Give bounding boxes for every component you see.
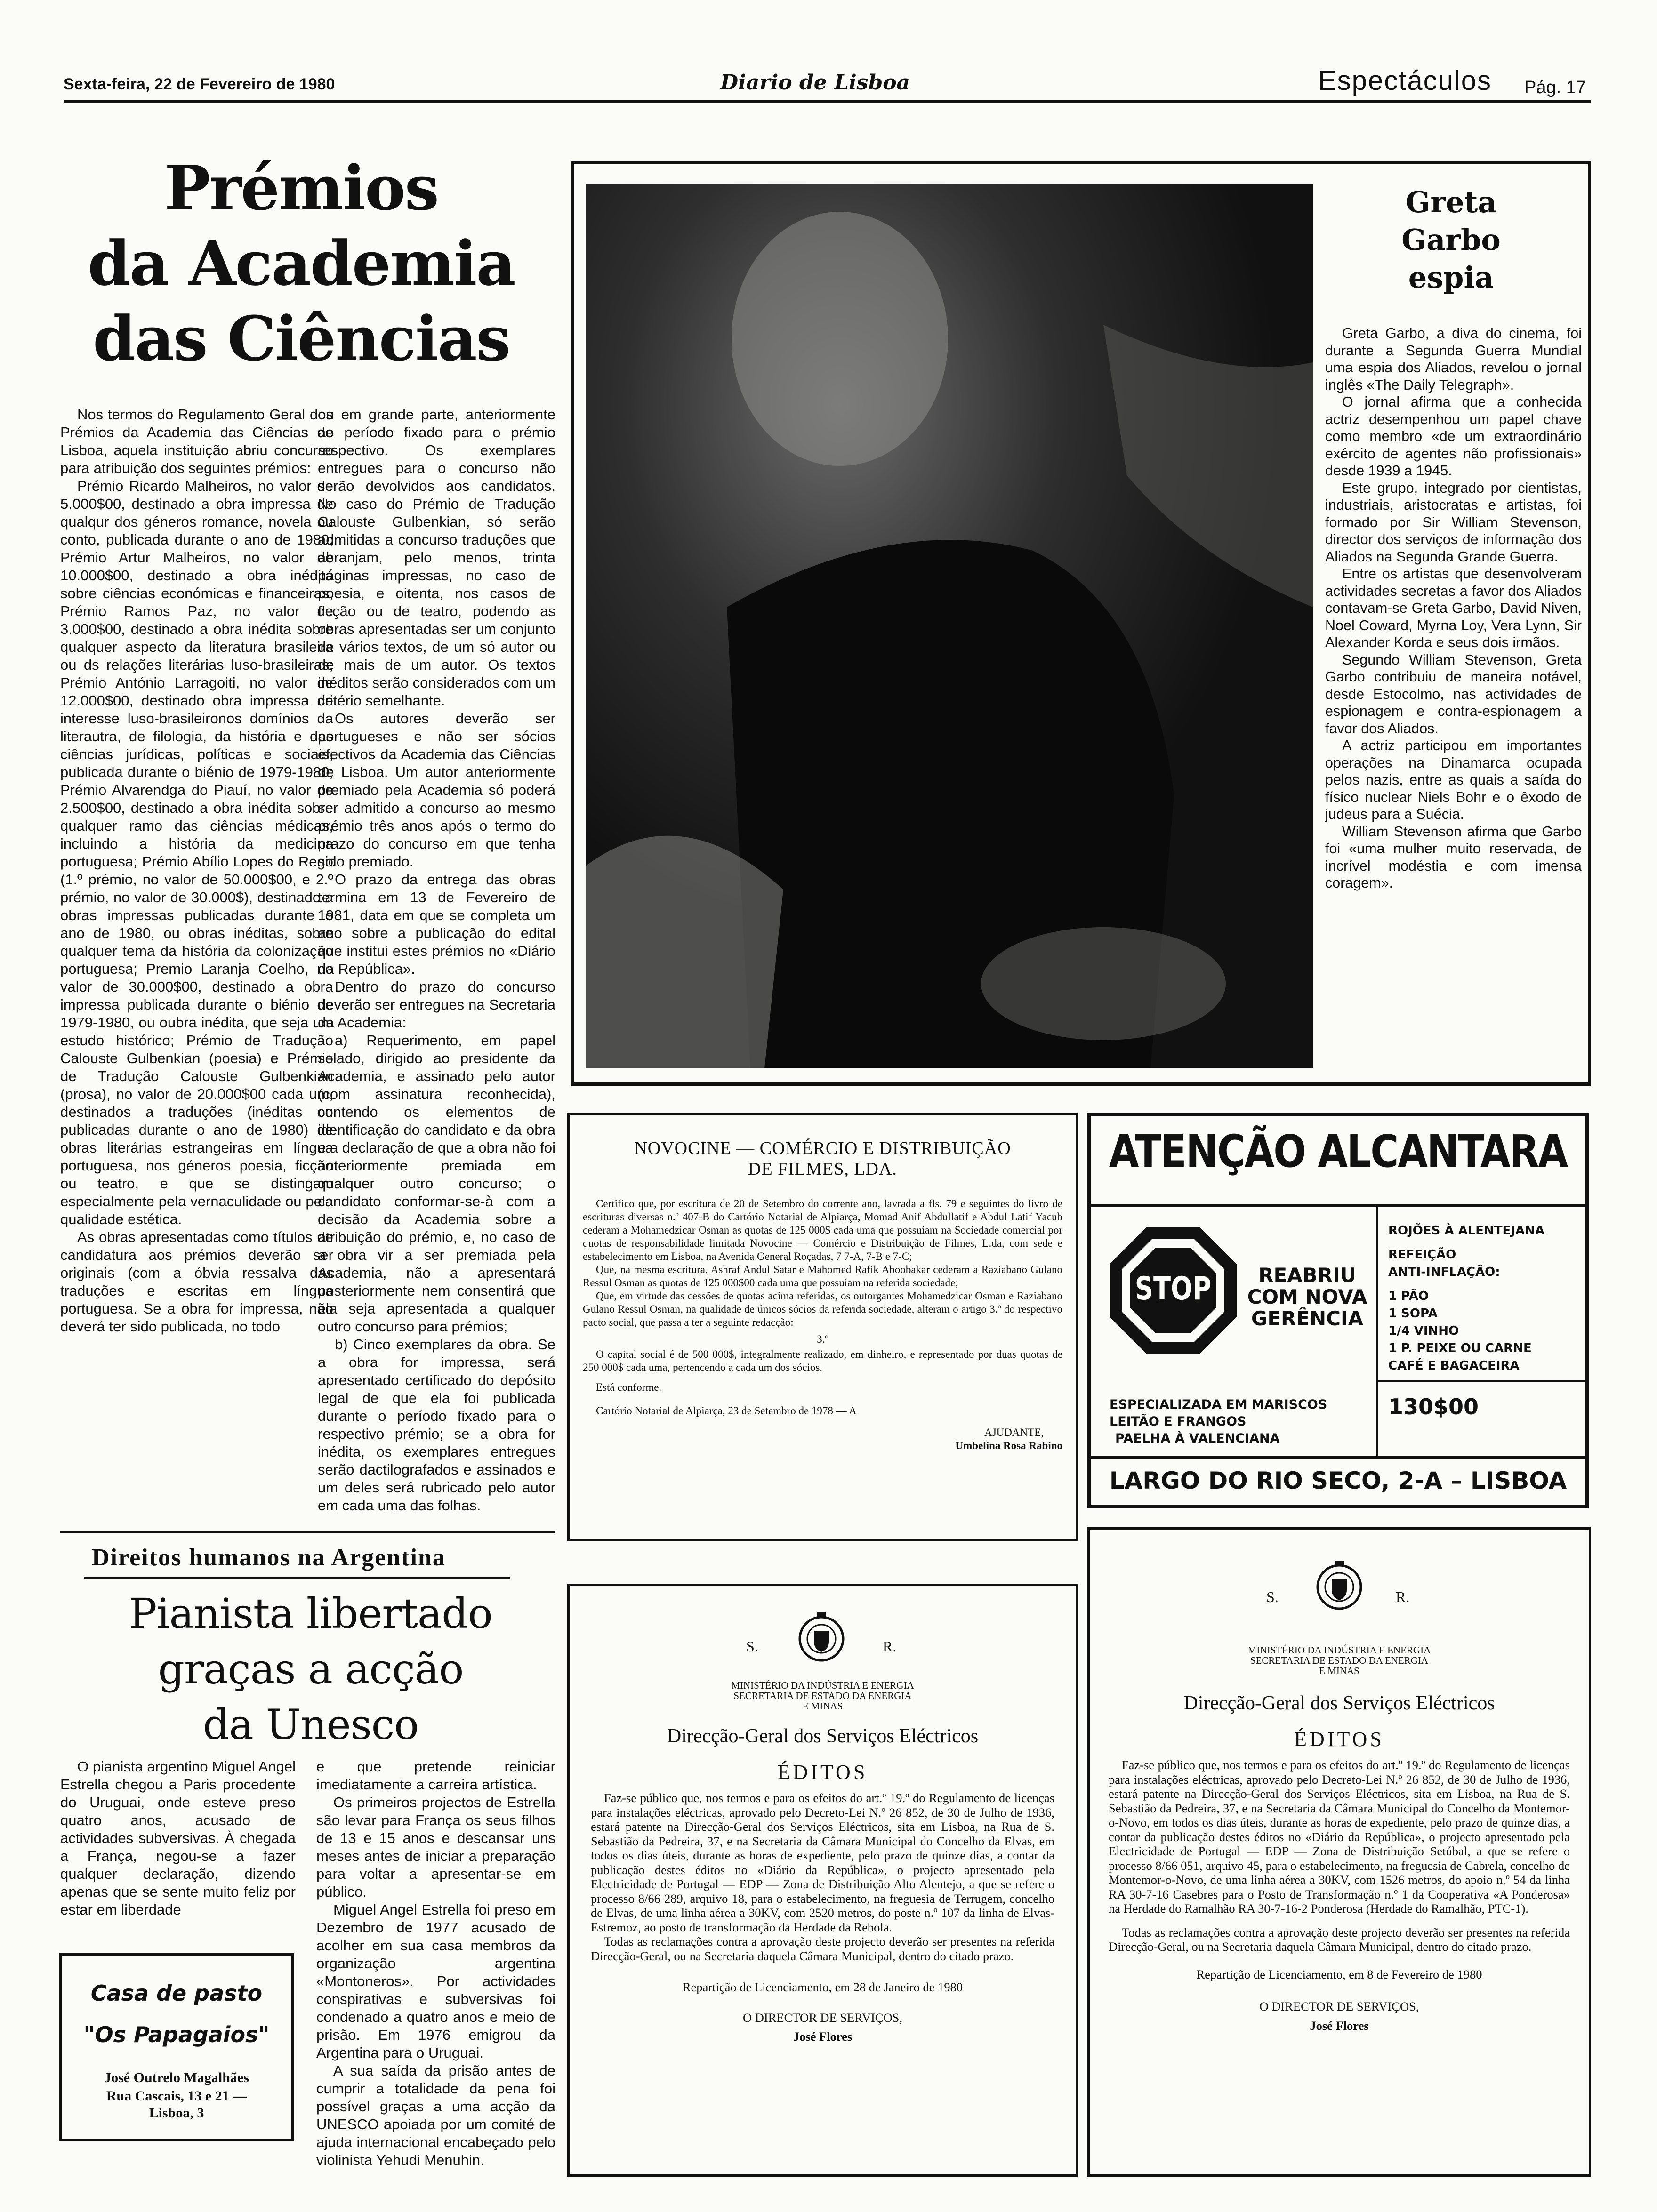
paragraph: Que, em virtude das cessões de quotas acima referidas, os outorgantes Mohamedzicar Osman e Raziabano Gulano Ressul Osman, na qualidade de únicos sócios da referida sociedade, alteram o artigo 3.º do respectivo pacto social, que passa a ter a seguinte redacção: [583,1290,1062,1328]
novocine-sig-role: AJUDANTE, [984,1427,1044,1438]
casa-pasto-address: Rua Cascais, 13 e 21 — Lisboa, 3 [106,2088,247,2121]
novocine-body [583,1197,1062,1452]
paragraph: A actriz participou em importantes operações na Dinamarca ocupada pelos nazis, entre as quais a saída do físico nuclear Niels Bohr e o êxodo de judeus para a Suécia. [1325,737,1582,822]
novocine-place-date: Cartório Notarial de Alpiarça, 23 de Setembro de 1978 — A [596,1405,857,1417]
casa-pasto-ad [59,1953,294,2141]
header-rule [64,100,1591,103]
argentina-col-2 [316,1758,555,2169]
reabriu-line: GERÊNCIA [1251,1307,1364,1330]
alcantara-price: 130$00 [1388,1394,1479,1419]
premios-title [66,151,537,377]
paragraph: Certifico que, por escritura de 20 de Setembro do corrente ano, lavrada a fls. 79 e seguintes do livro de escrituras diversas n.º 407-B do Cartório Notarial de Alpiarça, Momad Anif Abdullatif e Abdul Latif Yacub cederam a Mohamedzicar Osman as quotas de 125 000$ cada uma que possuíam na Sociedade comercial por quotas de responsabilidade limitada Novocine — Comércio e Distribuição de Filmes, L.da, com sede e estabelecimento em Lisboa, na Avenida General Roçadas, 7 7-A, 7-B e 7-C; [583,1198,1062,1262]
edito-place-date: Repartição de Licenciamento, em 8 de Fevereiro de 1980 [1196,1967,1482,1981]
paragraph: William Stevenson afirma que Garbo foi «uma mulher muito reservada, de incrível modéstia e com imensa coragem». [1325,823,1582,891]
paragraph: Os primeiros projectos de Estrella são levar para França os seus filhos de 13 e 15 anos e descansar uns meses antes de iniciar a preparação para voltar a apresentar-se em público. [316,1794,555,1900]
paragraph: Faz-se público que, nos termos e para os efeitos do art.º 19.º do Regulamento de licenças para instalações eléctricas, aprovado pelo Decreto-Lei N.º 26 852, de 30 de Julho de 1936, estará patente na Direcção-Geral dos Serviços Eléctricos, sita em Lisboa, na Rua de S. Sebastião da Pedreira, 37, e na Secretaria da Câmara Municipal do Concelho da Montemor-o-Novo, em todos os dias úteis, durante as horas de expediente, pelo prazo de quinze dias, a contar da publicação destes éditos no «Diário da República», o projecto apresentado pela Electricidade de Portugal — EDP — Zona de Distribuição Setúbal, a que se refere o processo 8/66 051, arquivo 45, para o estabelecimento, na freguesia de Cabrela, concelho de Montemor-o-Novo, de uma linha aérea a 30KV, com 1526 metros, do apoio n.º 54 da linha RA 30-7-16 Casebres para o Posto de Transformação n.º 1 da Cooperativa «A Ponderosa» na Herdade do Ramalhão RA 30-7-16-2 Ponderosa (Herdade do Ramalhão, PTC-1). [1109,1758,1570,1915]
specialty-line: PAELHA À VALENCIANA [1115,1431,1280,1446]
edito-left [567,1584,1078,2177]
argentina-title-line: graças a acção [158,1645,464,1693]
paragraph: Todas as reclamações contra a aprovação deste projecto deverão ser presentes na referida Direcção-Geral, ou na Secretaria daquela Câmara Municipal, dentro do citado prazo. [1109,1925,1570,1954]
column-rule [60,1531,555,1533]
alcantara-divider [1376,1207,1378,1456]
page-number: Pág. 17 [1524,78,1586,97]
section-title: Espectáculos [1318,65,1492,96]
coat-of-arms-icon [793,1610,850,1666]
greta-body [1325,325,1582,892]
greta-garbo-photo [586,184,1313,1068]
novocine-article-number: 3.º [817,1333,828,1345]
menu-line: ANTI-INFLAÇÃO: [1388,1265,1500,1279]
masthead: Diario de Lisboa [720,71,910,95]
paragraph: A sua saída da prisão antes de cumprir a totalidade da pena foi possível graças a uma acção da UNESCO apoiada por um comité de ajuda internacional encabeçado pelo violinista Yehudi Menuhin. [316,2062,555,2168]
casa-pasto-name: "Os Papagaios" [83,2022,270,2047]
argentina-kicker: Direitos humanos na Argentina [92,1544,446,1571]
alcantara-address: LARGO DO RIO SECO, 2-A – LISBOA [1109,1467,1567,1494]
paragraph: Faz-se público que, nos termos e para os efeitos do art.º 19.º do Regulamento de licenças para instalações eléctricas, aprovado pelo Decreto-Lei N.º 26 852, de 30 de Julho de 1936, estará patente na Direcção-Geral dos Serviços Eléctricos, sita em Lisboa, na Rua de S. Sebastião da Pedreira, 37, e na Secretaria da Câmara Municipal do Concelho da Elvas, em todos os dias úteis, durante as horas de expediente, pelo prazo de quinze dias, a contar da publicação destes éditos no «Diário da República», o projecto apresentado pela Electricidade de Portugal — EDP — Zona de Distribuição Alto Alentejo, a que se refere o processo 8/66 289, arquivo 18, para o estabelecimento, na freguesia de Terrugem, concelho de Elvas, de uma linha aérea a 30KV, com 2520 metros, do poste n.º 107 da linha de Elvas-Estremoz, ao posto de transformação da Herdade da Rebola. [591,1791,1054,1934]
novocine-title-line: DE FILMES, LDA. [748,1159,897,1179]
menu-line: REFEIÇÃO [1388,1248,1456,1262]
paragraph: a) Requerimento, em papel selado, dirigido ao presidente da Academia, e assinado pelo autor (com assinatura reconhecida), contendo os elementos de identificação do candidato e da obra e a declaração de que a obra não foi anteriormente premiada em qualquer outro concurso; o candidato conformar-se-à com a decisão da Academia sobre a atribuição do prémio, e, no caso de a obra vir a ser premiada pela Academia, não a apresentará posteriormente nem consentirá que ela seja apresentada a qualquer outro concurso para prémios; [318,1032,555,1335]
edito-director-name: José Flores [1310,2018,1369,2033]
alcantara-rule [1091,1204,1585,1207]
menu-line: 1 P. PEIXE OU CARNE [1388,1341,1532,1355]
ministry-heading [1090,1645,1589,1676]
premios-title-line: das Ciências [93,303,510,375]
kicker-rule [84,1577,510,1579]
alcantara-rule-bottom [1091,1456,1585,1459]
menu-line: 1 SOPA [1388,1306,1438,1321]
paragraph: Greta Garbo, a diva do cinema, foi durante a Segunda Guerra Mundial uma espia dos Aliados, revelou o jornal inglês «The Daily Telegraph». [1325,325,1582,393]
ministry-heading [570,1680,1076,1711]
reabriu-line: REABRIU [1258,1264,1356,1287]
paragraph: Segundo William Stevenson, Greta Garbo contribuiu de maneira notável, desde Estocolmo, nas actividades de espionagem e contra-espionagem a favor dos Aliados. [1325,651,1582,737]
issue-date: Sexta-feira, 22 de Fevereiro de 1980 [64,75,335,93]
dg-heading: Direcção-Geral dos Serviços Eléctricos [667,1725,979,1747]
paragraph: Nos termos do Regulamento Geral dos Prémios da Academia das Ciências de Lisboa, aquela instituição abriu concurso para atribuição dos seguintes prémios: [60,406,333,476]
edito-right-body [1109,1758,1570,2033]
paragraph: O prazo da entrega das obras termina em 13 de Fevereiro de 1981, data em que se completa um ano sobre a publicação do edital que institui estes prémios no «Diário da República». [318,871,555,977]
coat-of-arms-icon [1311,1558,1367,1614]
paragraph: Este grupo, integrado por cientistas, industriais, aristocratas e artistas, foi formado por Sir William Stevenson, director dos serviços de informação dos Aliados na Segunda Grande Guerra. [1325,480,1582,565]
specialty-line: ESPECIALIZADA EM MARISCOS [1110,1397,1327,1412]
edito-place-date: Repartição de Licenciamento, em 28 de Janeiro de 1980 [682,1980,963,1994]
ministry-line: MINISTÉRIO DA INDÚSTRIA E ENERGIA [731,1680,914,1691]
alcantara-menu [1388,1222,1544,1375]
premios-title-line: da Academia [88,227,515,299]
argentina-title [66,1586,555,1753]
premios-col-1 [60,406,333,1336]
reabriu-text [1246,1265,1368,1330]
casa-pasto-owner: José Outrelo Magalhães [104,2070,249,2085]
greta-title-line: Greta [1405,185,1497,219]
menu-line: CAFÉ E BAGACEIRA [1388,1359,1520,1373]
paragraph: b) Cinco exemplares da obra. Se a obra for impressa, será apresentado certificado do depósito legal de que ela foi publicada durante o período fixado para o respectivo prémio; se a obra for inédita, os exemplares entregues serão dactilografados e assinados e um deles será rubricado pelo autor em cada uma das folhas. [318,1336,555,1514]
premios-title-line: Prémios [164,152,438,224]
novocine-title [570,1138,1076,1179]
seal-r: R. [883,1638,897,1655]
argentina-col-1 [60,1758,296,1919]
premios-col-2 [318,406,555,1515]
alcantara-ad [1087,1113,1589,1508]
menu-line: ROJÕES À ALENTEJANA [1388,1224,1544,1238]
novocine-sig-name: Umbelina Rosa Rabino [955,1440,1062,1451]
alcantara-specialties [1110,1396,1327,1447]
price-rule [1378,1380,1585,1382]
paragraph: O jornal afirma que a conhecida actriz desempenhou um papel chave como membro «de um extraordinário exército de agentes não profissionais» desde 1939 a 1945. [1325,394,1582,479]
paragraph: e que pretende reiniciar imediatamente a carreira artística. [316,1758,555,1793]
ministry-line: SECRETARIA DE ESTADO DA ENERGIA [733,1690,912,1701]
dg-heading: Direcção-Geral dos Serviços Eléctricos [1183,1692,1495,1714]
greta-title-line: Garbo [1401,223,1501,257]
alcantara-title: ATENÇÃO ALCANTARA [1109,1126,1568,1178]
paragraph: Que, na mesma escritura, Ashraf Andul Satar e Mahomed Rafik Aboobakar cederam a Raziabano Gulano Ressul Osman as quotas de 125 000$00 cada uma que possuíam na referida sociedade; [583,1264,1062,1289]
menu-line: 1/4 VINHO [1388,1324,1459,1338]
specialty-line: LEITÃO E FRANGOS [1110,1414,1247,1429]
paragraph: Os autores deverão ser portugueses e não ser sócios efectivos da Academia das Ciências de Lisboa. Um autor anteriormente premiado pela Academia só poderá ser admitido a concurso ao mesmo prémio três anos após o termo do prazo do concurso em que tenha sido premiado. [318,710,555,870]
seal-s: S. [746,1638,758,1655]
edito-director: O DIRECTOR DE SERVIÇOS, [1259,1999,1419,2013]
ministry-line: MINISTÉRIO DA INDÚSTRIA E ENERGIA [1247,1644,1431,1656]
paragraph: Entre os artistas que desenvolveram actividades secretas a favor dos Aliados contavam-se Greta Garbo, David Niven, Noel Coward, Myrna Loy, Vera Lynn, Sir Alexander Korda e seus dois irmãos. [1325,566,1582,650]
greta-title-line: espia [1408,260,1494,295]
edito-right [1087,1527,1591,2177]
ministry-line: SECRETARIA DE ESTADO DA ENERGIA [1250,1655,1429,1666]
editos-heading: ÉDITOS [777,1761,868,1784]
ministry-line: E MINAS [802,1700,843,1712]
paragraph: ou em grande parte, anteriormente ao período fixado para o prémio respectivo. Os exemplares entregues para o concurso não serão devolvidos aos candidatos. No caso do Prémio de Tradução Calouste Gulbenkian, só serão admitidas a concurso traduções que abranjam, pelo menos, trinta páginas impressas, no caso de poesia, e oitenta, nos casos de ficção ou de teatro, podendo as obras apresentadas ser um conjunto de vários textos, de um só autor ou de mais de um autor. Os textos inéditos serão considerados com um critério semelhante. [318,406,555,709]
paragraph: As obras apresentadas como títulos de candidatura aos prémios deverão ser originais (com a óbvia ressalva das traduções e escritas em língua portuguesa. Se a obra for impressa, não deverá ter sido publicada, no todo [60,1229,333,1335]
edito-left-body [591,1791,1054,2044]
stop-sign-icon [1110,1227,1237,1354]
paragraph: Miguel Angel Estrella foi preso em Dezembro de 1977 acusado de acolher em sua casa membros da organização argentina «Montoneros». Por actividades conspirativas e subversivas foi condenado a quatro anos e meio de prisão. Em 1976 emigrou da Argentina para o Uruguai. [316,1901,555,2061]
edito-director-name: José Flores [793,2029,853,2044]
argentina-title-line: da Unesco [202,1700,419,1749]
seal-s: S. [1266,1588,1279,1605]
stop-text: STOP [1134,1270,1212,1307]
argentina-title-line: Pianista libertado [129,1589,492,1638]
reabriu-line: COM NOVA [1247,1285,1367,1308]
paragraph: Dentro do prazo do concurso deverão ser entregues na Secretaria da Academia: [318,978,555,1031]
menu-line: 1 PÃO [1388,1289,1429,1303]
novocine-conforme: Está conforme. [596,1381,662,1393]
ministry-line: E MINAS [1319,1665,1359,1676]
edito-director: O DIRECTOR DE SERVIÇOS, [743,2010,902,2025]
paragraph: Prémio Ricardo Malheiros, no valor de 5.000$00, destinado a obra impressa de qualqur dos géneros romance, novela ou conto, publicada durante o ano de 1980; Prémio Artur Malheiros, no valor de 10.000$00, destinado a obra inédita sobre ciências económicas e financeiras; Prémio Ramos Paz, no valor de 3.000$00, destinado a obra inédita sobre qualquer aspecto da literatura brasileira ou ds relações literárias luso-brasileiras; Prémio António Larragoiti, no valor de 12.000$00, destinado obra impressa de interesse luso-brasileironos domínios da literautra, de filologia, da história e das ciências jurídicas, políticas e sociais, publicada durante o biénio de 1979-1980; Prémio Alvarendga do Piauí, no valor de 2.500$00, destinado a obra inédita sobre qualquer ramo das ciências médicas, incluindo a história da medicina portuguesa; Prémio Abílio Lopes do Rego (1.º prémio, no valor de 50.000$00, e 2.º prémio, no valor de 30.000$), destinado a obras impressas publicadas durante o ano de 1980, ou obras inéditas, sobre qualquer tema da história da colonização portuguesa; Premio Laranja Coelho, no valor de 30.000$00, destinado a obra impressa publicada durante o biénio de 1979-1980, ou oubra inédita, que seja um estudo histórico; Prémio de Tradução Calouste Gulbenkian (poesia) e Prémio de Tradução Calouste Gulbenkian (prosa), no valor de 20.000$00 cada um, destinados a traduções (inéditas ou publicadas durante o ano de 1980) de obras literárias estrangeiras em língua portuguesa, nos géneros poesia, ficção ou teatro, e que se distingam especialmente pela vernaculidade ou pela qualidade estética. [60,478,333,1227]
editos-heading: ÉDITOS [1294,1728,1384,1751]
novocine-title-line: NOVOCINE — COMÉRCIO E DISTRIBUIÇÃO [634,1138,1011,1158]
paragraph: O capital social é de 500 000$, integralmente realizado, em dinheiro, e representado por duas quotas de 250 000$ cada uma, pertencendo a cada um dos sócios. [583,1348,1062,1373]
novocine-notice [567,1113,1078,1541]
seal-r: R. [1396,1588,1410,1605]
paragraph: O pianista argentino Miguel Angel Estrella chegou a Paris procedente do Uruguai, onde esteve preso quatro anos, acusado de actividades subversivas. À chegada a França, negou-se a fazer qualquer declaração, dizendo apenas que se sente muito feliz por estar em liberdade [60,1758,296,1918]
casa-pasto-title: Casa de pasto [90,1980,263,2006]
paragraph: Todas as reclamações contra a aprovação deste projecto deverão ser presentes na referida Direcção-Geral, ou na Secretaria daquela Câmara Municipal, dentro do citado prazo. [591,1934,1054,1963]
greta-title [1320,184,1582,297]
